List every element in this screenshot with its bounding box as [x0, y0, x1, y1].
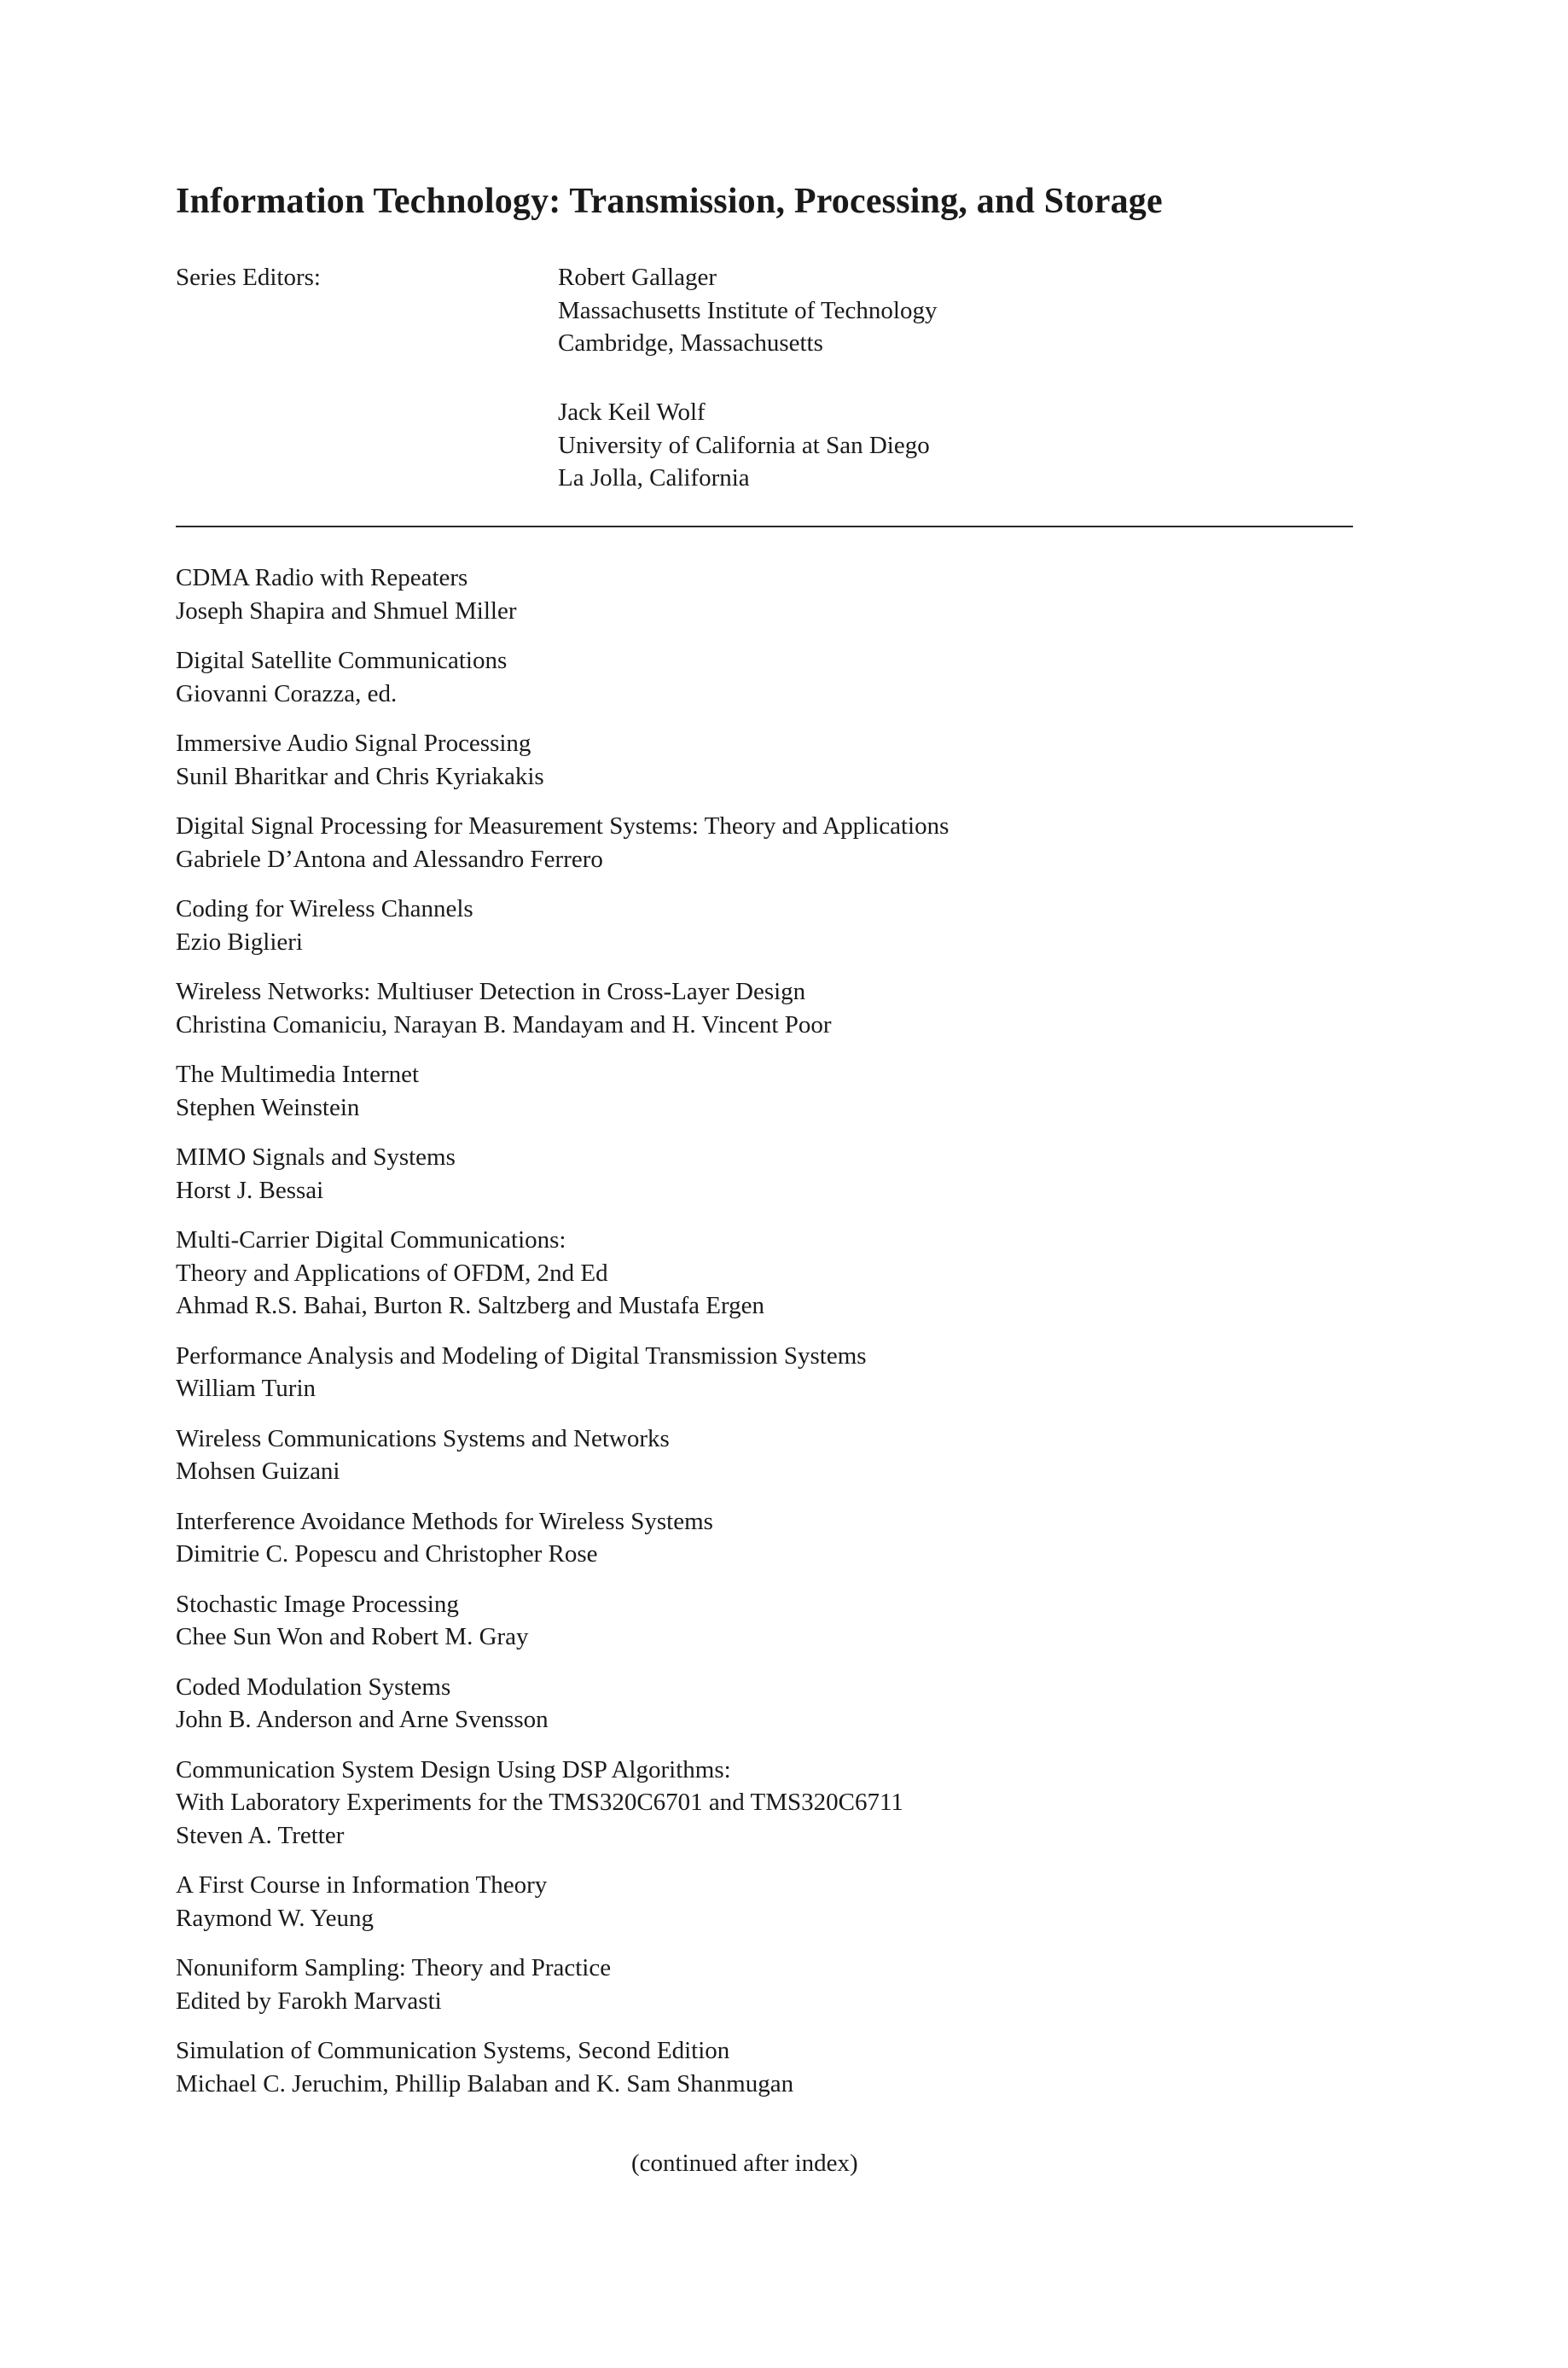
book-entry	[176, 1224, 1370, 1323]
book-entry	[176, 1952, 1370, 2017]
book-authors: Edited by Farokh Marvasti	[176, 1987, 442, 2015]
book-entry	[176, 1869, 1370, 1935]
book-title-line: CDMA Radio with Repeaters	[176, 564, 468, 591]
series-editors-label: Series Editors:	[176, 264, 321, 291]
editor-affiliation: Massachusetts Institute of Technology	[558, 296, 938, 324]
book-authors: Ezio Biglieri	[176, 928, 303, 956]
book-entry	[176, 810, 1370, 876]
book-entry	[176, 1058, 1370, 1124]
editor-affiliation: University of California at San Diego	[558, 431, 930, 459]
book-entry	[176, 644, 1370, 710]
book-authors: Gabriele D’Antona and Alessandro Ferrero	[176, 845, 603, 873]
book-authors: Dimitrie C. Popescu and Christopher Rose	[176, 1540, 598, 1568]
book-title-line: Simulation of Communication Systems, Second Edition	[176, 2037, 730, 2064]
book-authors: Sunil Bharitkar and Chris Kyriakakis	[176, 762, 544, 790]
book-entry	[176, 2034, 1370, 2100]
book-entry	[176, 1671, 1370, 1737]
book-authors: Christina Comaniciu, Narayan B. Mandayam and H. Vincent Poor	[176, 1010, 832, 1039]
book-title-line: Digital Satellite Communications	[176, 647, 508, 674]
book-authors: Joseph Shapira and Shmuel Miller	[176, 596, 517, 625]
book-title-line: Coded Modulation Systems	[176, 1673, 451, 1701]
book-authors: Steven A. Tretter	[176, 1821, 345, 1849]
book-title-line: Multi-Carrier Digital Communications:	[176, 1226, 566, 1254]
book-title-line: Digital Signal Processing for Measurement Systems: Theory and Applications	[176, 812, 950, 840]
book-entry	[176, 1340, 1370, 1405]
book-authors: Stephen Weinstein	[176, 1093, 360, 1121]
book-title-line: The Multimedia Internet	[176, 1061, 420, 1088]
book-authors: Mohsen Guizani	[176, 1457, 340, 1485]
book-title-line: A First Course in Information Theory	[176, 1871, 548, 1899]
book-title-line: Wireless Communications Systems and Networks	[176, 1424, 670, 1452]
book-list	[176, 561, 1370, 2117]
editor-location: La Jolla, California	[558, 464, 750, 492]
book-entry	[176, 1588, 1370, 1654]
editor-name: Jack Keil Wolf	[558, 399, 706, 426]
book-title-line: Performance Analysis and Modeling of Digital Transmission Systems	[176, 1341, 867, 1370]
book-title-line: Stochastic Image Processing	[176, 1590, 459, 1618]
book-title-line: Nonuniform Sampling: Theory and Practice	[176, 1954, 612, 1981]
series-editor	[558, 396, 930, 495]
book-authors: Chee Sun Won and Robert M. Gray	[176, 1623, 529, 1650]
book-authors: Michael C. Jeruchim, Phillip Balaban and K. Sam Shanmugan	[176, 2069, 794, 2097]
book-authors: Horst J. Bessai	[176, 1176, 324, 1204]
book-entry	[176, 1754, 1370, 1853]
divider-rule	[176, 526, 1353, 527]
book-title-line: MIMO Signals and Systems	[176, 1143, 456, 1171]
book-title-line: Coding for Wireless Channels	[176, 895, 473, 922]
book-entry	[176, 1505, 1370, 1571]
book-entry	[176, 561, 1370, 627]
book-title-line: Interference Avoidance Methods for Wireless Systems	[176, 1507, 713, 1535]
series-editor	[558, 261, 937, 360]
book-authors: John B. Anderson and Arne Svensson	[176, 1706, 549, 1733]
book-title-line: With Laboratory Experiments for the TMS320C6701 and TMS320C6711	[176, 1789, 903, 1816]
book-authors: Ahmad R.S. Bahai, Burton R. Saltzberg and Mustafa Ergen	[176, 1292, 764, 1319]
book-title-line: Immersive Audio Signal Processing	[176, 730, 531, 757]
editor-name: Robert Gallager	[558, 264, 717, 291]
book-title-line: Theory and Applications of OFDM, 2nd Ed	[176, 1259, 608, 1287]
book-title-line: Communication System Design Using DSP Algorithms:	[176, 1755, 731, 1783]
series-title: Information Technology: Transmission, Processing, and Storage	[176, 182, 1163, 221]
book-authors: William Turin	[176, 1375, 317, 1402]
book-entry	[176, 1141, 1370, 1207]
editor-location: Cambridge, Massachusetts	[558, 329, 823, 357]
book-title-line: Wireless Networks: Multiuser Detection in Cross-Layer Design	[176, 978, 806, 1005]
book-entry	[176, 727, 1370, 793]
continued-note: (continued after index)	[631, 2150, 858, 2177]
book-authors: Giovanni Corazza, ed.	[176, 679, 398, 707]
book-authors: Raymond W. Yeung	[176, 1904, 375, 1932]
book-entry	[176, 893, 1370, 958]
book-entry	[176, 1423, 1370, 1488]
book-entry	[176, 975, 1370, 1041]
